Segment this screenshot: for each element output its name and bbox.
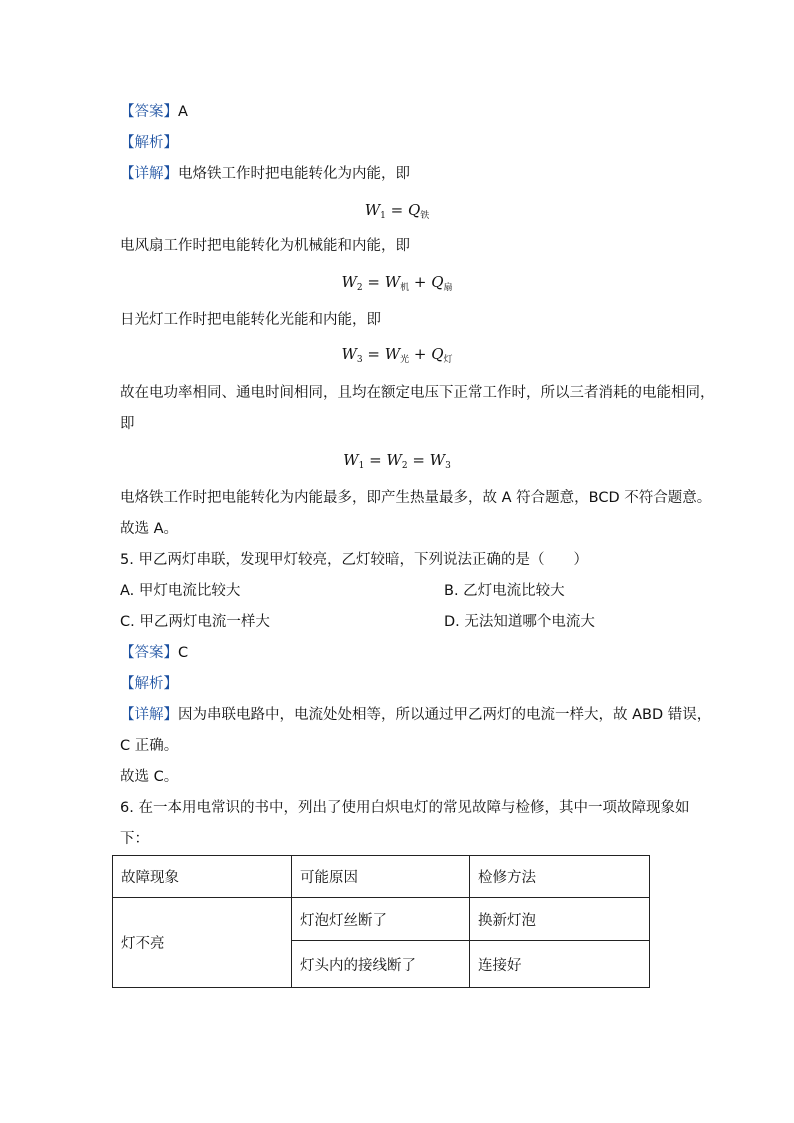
- detail-line-5: 即: [120, 416, 135, 432]
- detail-text: 电烙铁工作时把电能转化为内能，即: [178, 166, 410, 182]
- answer-value: A: [178, 104, 188, 120]
- detail-text: 因为串联电路中，电流处处相等，所以通过甲乙两灯的电流一样大，故 ABD 错误，: [178, 707, 712, 723]
- analysis-line-1: [120, 133, 178, 153]
- detail-line-4: 故在电功率相同、通电时间相同，且均在额定电压下正常工作时，所以三者消耗的电能相同，: [120, 385, 715, 401]
- cause-cell: 灯头内的接线断了: [292, 941, 470, 988]
- formula-w1: $W_1 = Q_铁$: [364, 201, 430, 221]
- table-header-row: [113, 856, 650, 898]
- table-row: [113, 898, 650, 941]
- cause-cell: 灯泡灯丝断了: [292, 898, 470, 941]
- header-cell-fix: 检修方法: [470, 856, 650, 898]
- answer-value: C: [178, 645, 189, 661]
- fix-cell: 换新灯泡: [470, 898, 650, 941]
- question-6-stem-line-1: 6. 在一本用电常识的书中，列出了使用白炽电灯的常见故障与检修，其中一项故障现象如: [120, 800, 690, 816]
- fix-cell: 连接好: [470, 941, 650, 988]
- analysis-tag: 【解析】: [120, 676, 178, 692]
- detail-line-2: 电风扇工作时把电能转化为机械能和内能，即: [120, 238, 410, 254]
- question-5-stem: 5. 甲乙两灯串联，发现甲灯较亮，乙灯较暗，下列说法正确的是（ ）: [120, 552, 588, 568]
- answer-tag: 【答案】: [120, 645, 178, 661]
- answer-line-2: [120, 643, 188, 663]
- detail-line-7: 故选 A。: [120, 521, 179, 537]
- answer-tag: 【答案】: [120, 104, 178, 120]
- option-a: A. 甲灯电流比较大: [120, 583, 241, 599]
- detail-tag: 【详解】: [120, 166, 178, 182]
- formula-w2: $W_2 = W_机 + Q_扇$: [341, 273, 453, 293]
- option-c: C. 甲乙两灯电流一样大: [120, 614, 270, 630]
- detail-line-3: 日光灯工作时把电能转化光能和内能，即: [120, 312, 381, 328]
- fault-table: [112, 855, 650, 988]
- formula-w3: $W_3 = W_光 + Q_灯$: [341, 345, 453, 365]
- detail-line-1: [120, 164, 410, 184]
- detail-tag: 【详解】: [120, 707, 178, 723]
- analysis-tag: 【解析】: [120, 135, 178, 151]
- answer-line-1: [120, 102, 188, 122]
- analysis-line-2: [120, 674, 178, 694]
- option-b: B. 乙灯电流比较大: [444, 583, 565, 599]
- detail-line-2-1: [120, 705, 711, 725]
- header-cell-symptom: 故障现象: [113, 856, 292, 898]
- formula-equal: $W_1 = W_2 = W_3$: [343, 451, 451, 471]
- header-cell-cause: 可能原因: [292, 856, 470, 898]
- question-6-stem-line-2: 下：: [120, 831, 149, 847]
- detail-line-6: 电烙铁工作时把电能转化为内能最多，即产生热量最多，故 A 符合题意，BCD 不符合题意。: [120, 490, 712, 506]
- symptom-cell: 灯不亮: [113, 898, 292, 988]
- option-d: D. 无法知道哪个电流大: [444, 614, 595, 630]
- detail-line-2-2: C 正确。: [120, 738, 179, 754]
- detail-line-2-3: 故选 C。: [120, 769, 179, 785]
